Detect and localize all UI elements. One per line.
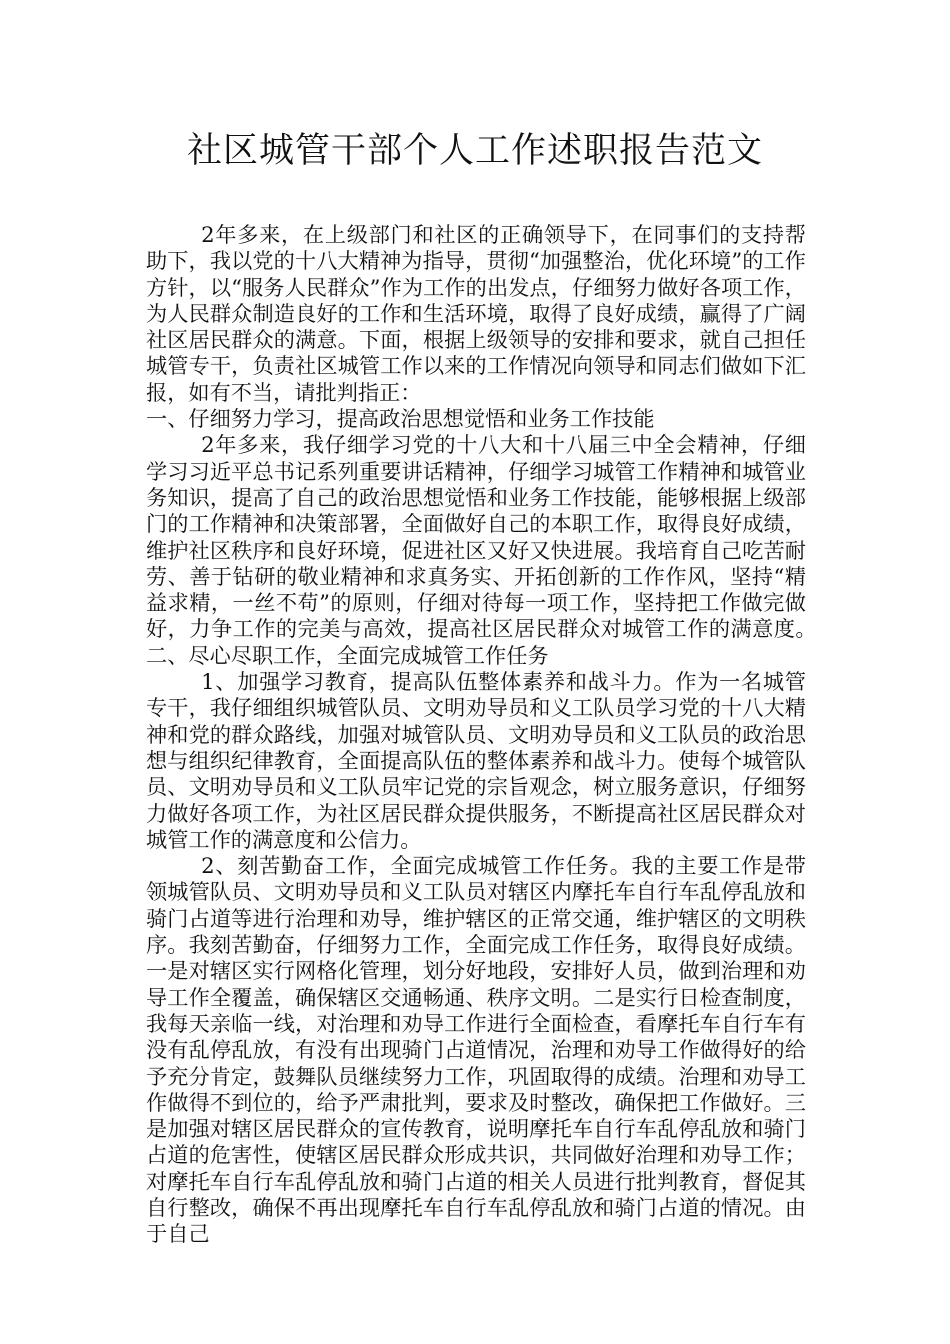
section-heading-1: 一、仔细努力学习，提高政治思想觉悟和业务工作技能	[146, 406, 655, 432]
document-title: 社区城管干部个人工作述职报告范文	[186, 131, 763, 171]
paragraph-item-1: 1、加强学习教育，提高队伍整体素养和战斗力。作为一名城管专干，我仔细组织城管队员、文明劝导员和义工队员学习党的十八大精神和党的群众路线，加强对城管队员、文明劝导员和义工队员的政治思想与组织纪律教育，全面提高队伍的整体素养和战斗力。使每个城管队员、文明劝导员和义工队员牢记党的宗旨观念，树立服务意识，仔细努力做好各项工作，为社区居民群众提供服务，不断提高社区居民群众对城管工作的满意度和公信力。	[146, 669, 806, 852]
paragraph-study: 2年多来，我仔细学习党的十八大和十八届三中全会精神，仔细学习习近平总书记系列重要讲话精神，仔细学习城管工作精神和城管业务知识，提高了自己的政治思想觉悟和业务工作技能，能够根据上级部门的工作精神和决策部署，全面做好自己的本职工作，取得良好成绩，维护社区秩序和良好环境，促进社区又好又快进展。我培育自己吃苦耐劳、善于钻研的敬业精神和求真务实、开拓创新的工作作风，坚持“精益求精，一丝不苟”的原则，仔细对待每一项工作，坚持把工作做完做好，力争工作的完美与高效，提高社区居民群众对城管工作的满意度。 二、尽心尽职工作，全面完成城管工作任务	[146, 432, 849, 668]
paragraph-intro: 2年多来，在上级部门和社区的正确领导下，在同事们的支持帮助下，我以党的十八大精神为指导，贯彻“加强整治，优化环境”的工作方针，以“服务人民群众”作为工作的出发点，仔细努力做好各项工作，为人民群众制造良好的工作和生活环境，取得了良好成绩，赢得了广阔社区居民群众的满意。下面，根据上级领导的安排和要求，就自己担任城管专干，负责社区城管工作以来的工作情况向领导和同志们做如下汇报，如有不当，请批判指正：	[146, 222, 806, 405]
document-body	[146, 222, 849, 1248]
paragraph-item-2: 2、刻苦勤奋工作，全面完成城管工作任务。我的主要工作是带领城管队员、文明劝导员和义工队员对辖区内摩托车自行车乱停乱放和骑门占道等进行治理和劝导，维护辖区的正常交通，维护辖区的文明秩序。我刻苦勤奋，仔细努力工作，全面完成工作任务，取得良好成绩。一是对辖区实行网格化管理，划分好地段，安排好人员，做到治理和劝导工作全覆盖，确保辖区交通畅通、秩序文明。二是实行日检查制度，我每天亲临一线，对治理和劝导工作进行全面检查，看摩托车自行车有没有乱停乱放，有没有出现骑门占道情况，治理和劝导工作做得好的给予充分肯定，鼓舞队员继续努力工作，巩固取得的成绩。治理和劝导工作做得不到位的，给予严肃批判，要求及时整改，确保把工作做好。三是加强对辖区居民群众的宣传教育，说明摩托车自行车乱停乱放和骑门占道的危害性，使辖区居民群众形成共识，共同做好治理和劝导工作；对摩托车自行车乱停乱放和骑门占道的相关人员进行批判教育，督促其自行整改，确保不再出现摩托车自行车乱停乱放和骑门占道的情况。由于自己	[146, 853, 806, 1247]
